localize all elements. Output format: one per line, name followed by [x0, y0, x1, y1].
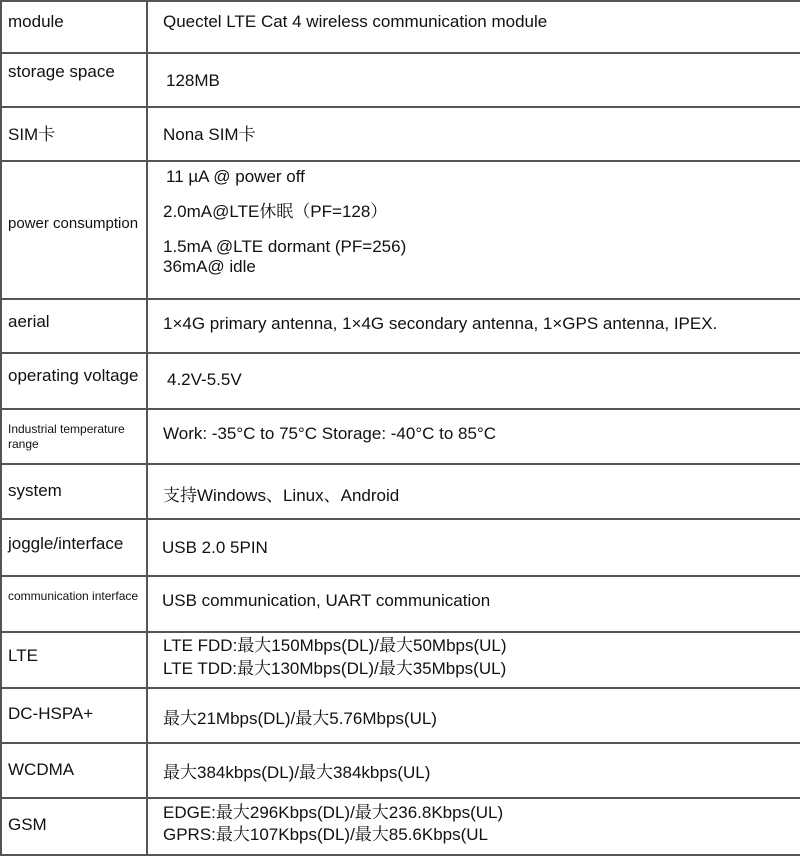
label-communication: communication interface: [0, 577, 148, 633]
label-wcdma: WCDMA: [0, 744, 148, 799]
value-interface: [148, 520, 800, 577]
value-lte: [148, 633, 800, 689]
value-voltage: [148, 354, 800, 410]
value-line: Work: -35°C to 75°C Storage: -40°C to 85°C: [163, 424, 497, 443]
value-line: 支持Windows、Linux、Android: [163, 486, 400, 505]
label-lte: LTE: [0, 633, 148, 689]
value-line: 36mA@ idle: [163, 257, 256, 276]
value-line: GPRS:最大107Kbps(DL)/最大85.6Kbps(UL: [163, 825, 489, 844]
value-temperature: [148, 410, 800, 465]
label-temperature: Industrial temperature range: [0, 410, 148, 465]
row-module: [0, 0, 800, 54]
value-system: [148, 465, 800, 520]
row-voltage: [0, 352, 800, 410]
value-line: EDGE:最大296Kbps(DL)/最大236.8Kbps(UL): [163, 803, 504, 822]
value-aerial: [148, 300, 800, 354]
label-voltage: operating voltage: [0, 354, 148, 410]
value-line: 最大384kbps(DL)/最大384kbps(UL): [163, 763, 431, 782]
label-aerial: aerial: [0, 300, 148, 354]
value-line: 1.5mA @LTE dormant (PF=256): [163, 237, 407, 256]
row-storage: [0, 52, 800, 108]
row-interface: [0, 518, 800, 577]
row-lte: [0, 631, 800, 689]
row-dc-hspa: [0, 687, 800, 744]
row-sim: [0, 106, 800, 162]
row-system: [0, 463, 800, 520]
row-power: [0, 160, 800, 300]
value-line: 11 µA @ power off: [166, 167, 305, 186]
label-gsm: GSM: [0, 799, 148, 854]
value-line: 4.2V-5.5V: [167, 370, 242, 389]
value-line: Quectel LTE Cat 4 wireless communication module: [163, 12, 548, 31]
value-wcdma: [148, 744, 800, 799]
label-interface: joggle/interface: [0, 520, 148, 577]
value-sim: [148, 108, 800, 162]
label-module: module: [0, 2, 148, 54]
value-module: [148, 2, 800, 54]
label-sim: SIM卡: [0, 108, 148, 162]
value-dc-hspa: [148, 689, 800, 744]
value-line: USB 2.0 5PIN: [162, 538, 268, 557]
value-line: Nona SIM卡: [163, 125, 256, 144]
value-line: 128MB: [166, 71, 220, 90]
value-line: LTE TDD:最大130Mbps(DL)/最大35Mbps(UL): [163, 659, 507, 678]
value-power: [148, 162, 800, 300]
value-line: 2.0mA@LTE休眠（PF=128）: [163, 202, 388, 221]
row-gsm: [0, 797, 800, 856]
value-gsm: [148, 799, 800, 854]
label-system: system: [0, 465, 148, 520]
row-communication: [0, 575, 800, 633]
value-communication: [148, 577, 800, 633]
value-line: 最大21Mbps(DL)/最大5.76Mbps(UL): [163, 709, 437, 728]
value-line: 1×4G primary antenna, 1×4G secondary antenna, 1×GPS antenna, IPEX.: [163, 314, 718, 333]
row-temperature: [0, 408, 800, 465]
row-aerial: [0, 298, 800, 354]
value-line: USB communication, UART communication: [162, 591, 491, 610]
label-dc-hspa: DC-HSPA+: [0, 689, 148, 744]
label-storage: storage space: [0, 54, 148, 108]
row-wcdma: [0, 742, 800, 799]
value-line: LTE FDD:最大150Mbps(DL)/最大50Mbps(UL): [163, 636, 507, 655]
label-power: power consumption: [0, 162, 148, 300]
value-storage: [148, 54, 800, 108]
